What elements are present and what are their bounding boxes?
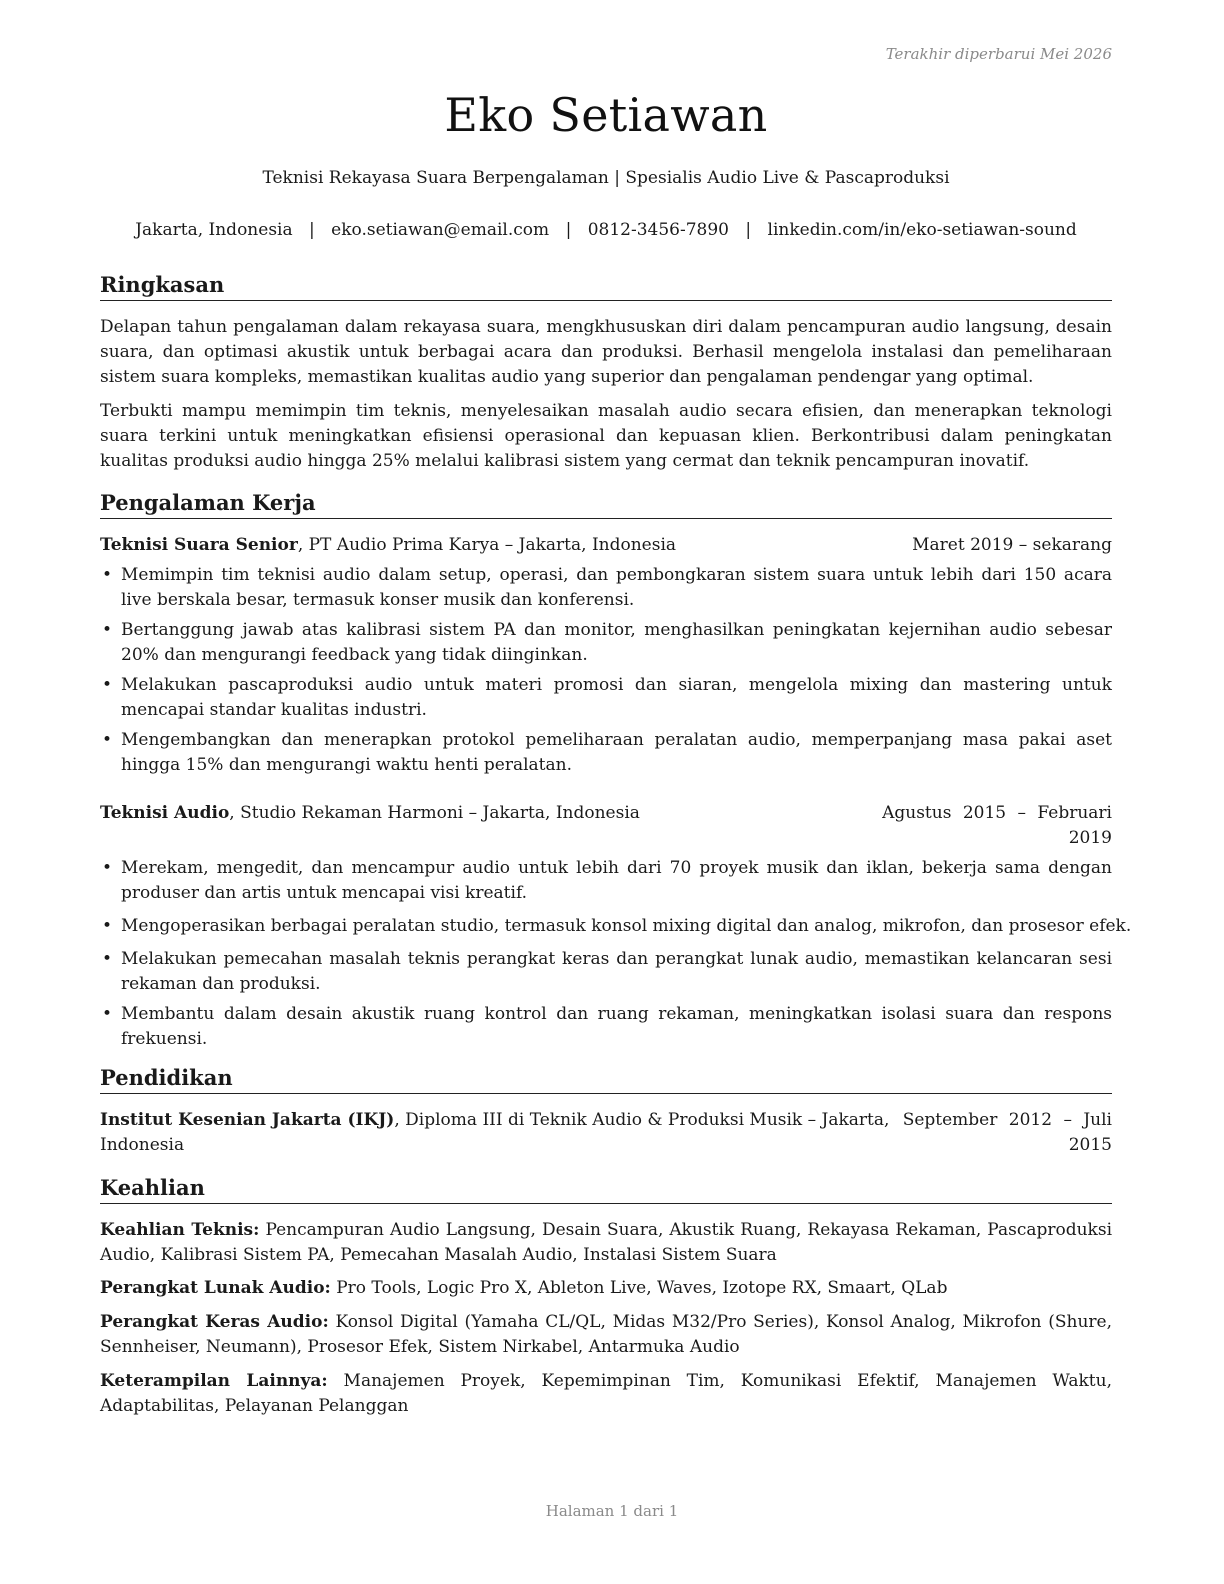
contact-separator: |	[745, 220, 752, 240]
summary-paragraph: Terbukti mampu memimpin tim teknis, menyelesaikan masalah audio secara efisien, dan menerapkan teknologi suara terkini untuk meningkatkan efisiensi operasional dan kepuasan klien. Berkontribusi dalam peningkatan kualitas produksi audio hingga 25% melalui kalibrasi sistem yang cermat dan teknik pencampuran inovatif.	[100, 401, 1112, 471]
contact-phone: 0812-3456-7890	[587, 220, 729, 240]
list-item: • Bertanggung jawab atas kalibrasi sistem PA dan monitor, menghasilkan peningkatan kejernihan audio sebesar 20% dan mengurangi feedback yang tidak diinginkan.	[102, 620, 1112, 665]
last-updated: Terakhir diperbarui Mei 2026	[885, 45, 1112, 63]
list-item: • Melakukan pemecahan masalah teknis perangkat keras dan perangkat lunak audio, memastikan kelancaran sesi rekaman dan produksi.	[102, 949, 1112, 994]
job-org: , PT Audio Prima Karya – Jakarta, Indonesia	[297, 535, 677, 555]
job-role: Teknisi Suara Senior	[100, 535, 298, 555]
section-title-skills: Keahlian	[100, 1175, 1112, 1204]
list-item: • Merekam, mengedit, dan mencampur audio untuk lebih dari 70 proyek musik dan iklan, bekerja sama dengan produser dan artis untuk mencapai visi kreatif.	[102, 858, 1112, 903]
tagline: Teknisi Rekayasa Suara Berpengalaman | Spesialis Audio Live & Pascaproduksi	[262, 168, 950, 188]
degree-location: Indonesia	[100, 1135, 185, 1155]
summary-paragraph: Delapan tahun pengalaman dalam rekayasa suara, mengkhususkan diri dalam pencampuran audio langsung, desain suara, dan optimasi akustik untuk berbagai acara dan produksi. Berhasil mengelola instalasi dan pemeliharaan sistem suara kompleks, memastikan kualitas audio yang superior dan pengalaman pendengar yang optimal.	[100, 317, 1112, 387]
degree: , Diploma III di Teknik Audio & Produksi Musik – Jakarta,	[394, 1110, 890, 1130]
job-dates: Maret 2019 – sekarang	[912, 535, 1112, 555]
candidate-name: Eko Setiawan	[444, 88, 768, 142]
list-item: • Membantu dalam desain akustik ruang kontrol dan ruang rekaman, meningkatkan isolasi suara dan respons frekuensi.	[102, 1004, 1112, 1049]
skill-row: Perangkat Lunak Audio: Pro Tools, Logic Pro X, Ableton Live, Waves, Izotope RX, Smaart, QLab	[100, 1278, 948, 1298]
list-item: • Mengembangkan dan menerapkan protokol pemeliharaan peralatan audio, memperpanjang masa pakai aset hingga 15% dan mengurangi waktu henti peralatan.	[102, 730, 1112, 775]
skill-row: Keterampilan Lainnya: Manajemen Proyek, Kepemimpinan Tim, Komunikasi Efektif, Manajemen Waktu, Adaptabilitas, Pelayanan Pelanggan	[100, 1371, 1112, 1416]
skill-row: Keahlian Teknis: Pencampuran Audio Langsung, Desain Suara, Akustik Ruang, Rekayasa Rekaman, Pascaproduksi Audio, Kalibrasi Sistem PA, Pemecahan Masalah Audio, Instalasi Sistem Suara	[100, 1220, 1113, 1265]
section-title-education: Pendidikan	[100, 1065, 1112, 1094]
contact-linkedin[interactable]: linkedin.com/in/eko-setiawan-sound	[767, 220, 1077, 240]
job-org: , Studio Rekaman Harmoni – Jakarta, Indonesia	[229, 803, 640, 823]
list-item: • Melakukan pascaproduksi audio untuk materi promosi dan siaran, mengelola mixing dan mastering untuk mencapai standar kualitas industri.	[102, 675, 1112, 720]
section-title-experience: Pengalaman Kerja	[100, 490, 1112, 519]
list-item: • Mengoperasikan berbagai peralatan studio, termasuk konsol mixing digital dan analog, mikrofon, dan prosesor efek.	[102, 916, 1132, 936]
job-bullets	[100, 563, 1112, 778]
contact-email[interactable]: eko.setiawan@email.com	[331, 220, 550, 240]
job-bullets	[100, 856, 1132, 1052]
school-name: Institut Kesenian Jakarta (IKJ)	[100, 1110, 395, 1130]
contact-line	[100, 220, 1112, 240]
job-dates: Agustus 2015 – Februari 2019	[882, 803, 1112, 848]
education-dates: September 2012 – Juli 2015	[902, 1110, 1112, 1155]
page-number: Halaman 1 dari 1	[545, 1502, 679, 1520]
contact-separator: |	[565, 220, 572, 240]
job-role: Teknisi Audio	[100, 803, 230, 823]
contact-separator: |	[309, 220, 315, 240]
contact-location: Jakarta, Indonesia	[135, 220, 293, 240]
skill-row: Perangkat Keras Audio: Konsol Digital (Yamaha CL/QL, Midas M32/Pro Series), Konsol Analog, Mikrofon (Shure, Sennheiser, Neumann), Prosesor Efek, Sistem Nirkabel, Antarmuka Audio	[100, 1312, 1112, 1357]
section-title-summary: Ringkasan	[100, 272, 1112, 301]
list-item: • Memimpin tim teknisi audio dalam setup, operasi, dan pembongkaran sistem suara untuk lebih dari 150 acara live berskala besar, termasuk konser musik dan konferensi.	[102, 565, 1112, 610]
